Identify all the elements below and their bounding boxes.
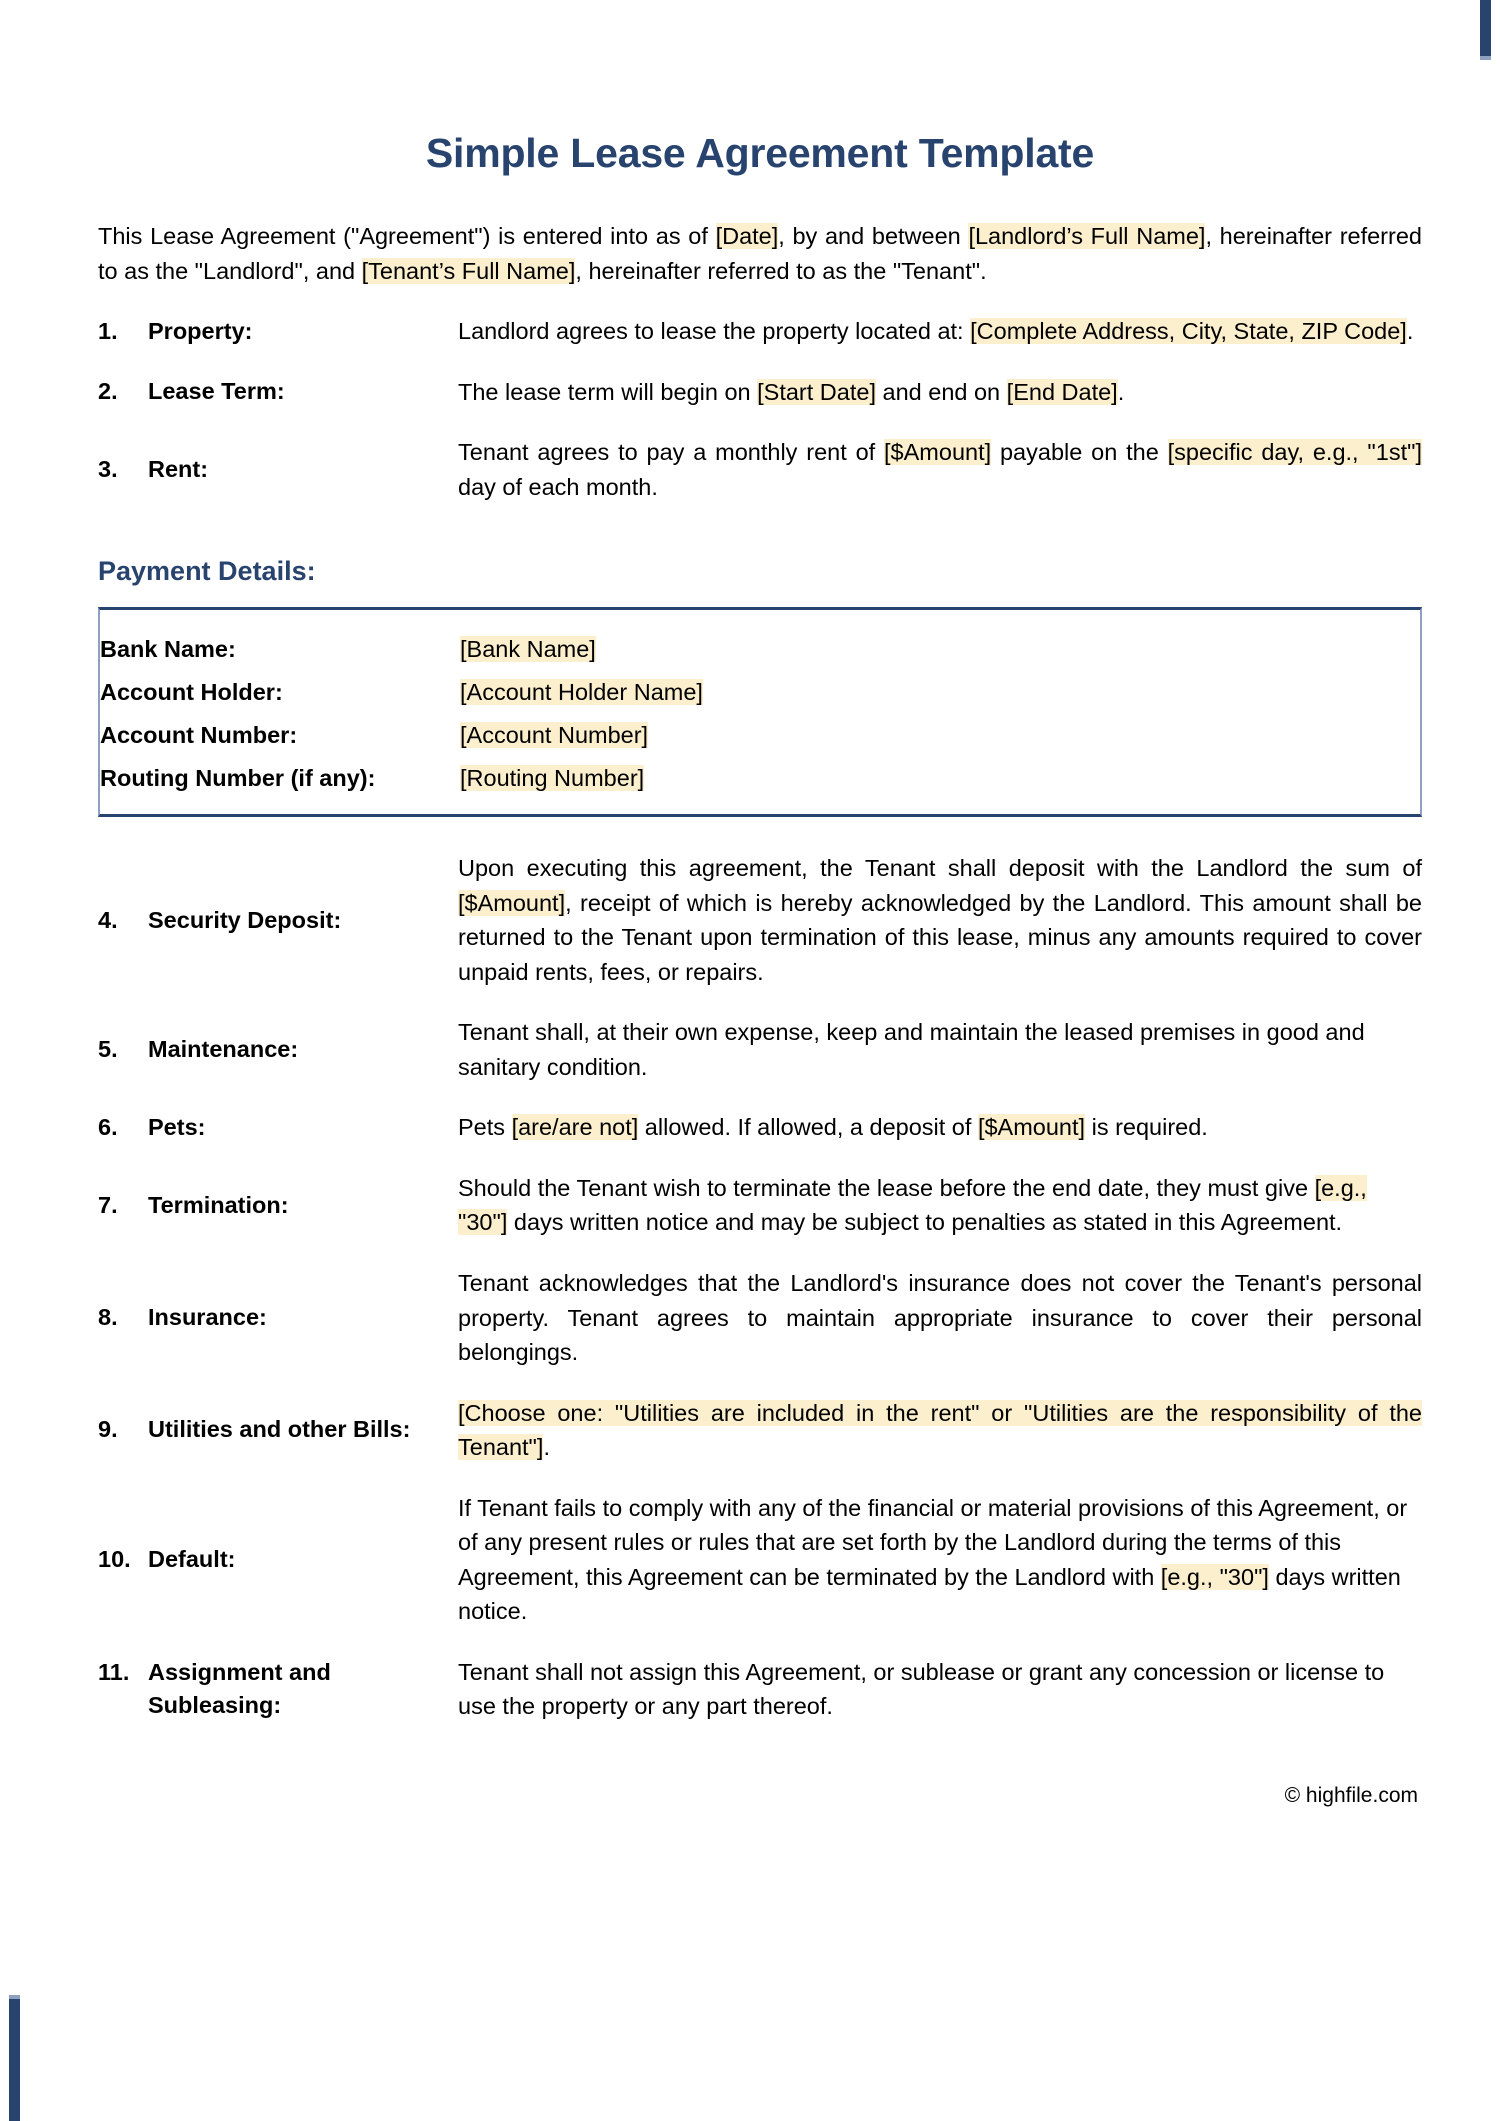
footer-copyright: © highfile.com bbox=[1284, 1783, 1418, 1807]
clause-body-insurance: Tenant acknowledges that the Landlord's insurance does not cover the Tenant's personal property. Tenant agrees to maintain appropriate insurance to cover their personal belongings. bbox=[458, 1269, 1422, 1366]
clause-text: is required. bbox=[1085, 1114, 1208, 1141]
clause-name: Lease Term: bbox=[148, 378, 285, 405]
table-cell-key: Account Holder: bbox=[100, 679, 283, 706]
clause-security-deposit bbox=[98, 851, 1422, 989]
clause-text: Landlord agrees to lease the property located at: bbox=[458, 318, 971, 345]
clause-text: Should the Tenant wish to terminate the lease before the end date, they must give bbox=[458, 1174, 1315, 1201]
table-cell-value bbox=[460, 722, 1420, 749]
clause-text: . bbox=[1117, 378, 1125, 405]
page-title: Simple Lease Agreement Template bbox=[425, 130, 1095, 176]
clause-name: Insurance: bbox=[148, 1304, 267, 1331]
clause-text: If Tenant fails to comply with any of the financial or material provisions of this Agreement, or of any present rules or rules that are set forth by the Landlord during the terms of this Agreement, this Agreement can be terminated by the Landlord with bbox=[458, 1494, 1408, 1590]
table-cell-value bbox=[460, 636, 1420, 663]
placeholder-pet-deposit: [$Amount] bbox=[977, 1114, 1086, 1141]
decorative-bar-bottom-left bbox=[9, 1999, 20, 2121]
placeholder-end-date: [End Date] bbox=[1006, 378, 1118, 405]
clause-label-insurance bbox=[98, 1301, 458, 1334]
clause-body-pets bbox=[458, 1110, 1422, 1145]
clause-pets bbox=[98, 1110, 1422, 1145]
clause-label-property bbox=[98, 315, 458, 348]
clause-text: days written notice and may be subject to penalties as stated in this Agreement. bbox=[507, 1209, 1343, 1236]
clause-default bbox=[98, 1491, 1422, 1629]
placeholder-routing-number: [Routing Number] bbox=[460, 765, 645, 792]
clause-number: 8. bbox=[98, 1304, 118, 1331]
clause-body-rent bbox=[458, 435, 1422, 504]
clause-assignment bbox=[98, 1655, 1422, 1724]
clause-name: Rent: bbox=[148, 455, 209, 482]
clause-number: 11. bbox=[98, 1658, 130, 1685]
placeholder-bank-name: [Bank Name] bbox=[460, 636, 596, 663]
placeholder-rent-amount: [$Amount] bbox=[884, 439, 992, 466]
clause-body-security-deposit bbox=[458, 851, 1422, 989]
clause-insurance bbox=[98, 1266, 1422, 1370]
clause-number: 4. bbox=[98, 906, 118, 933]
placeholder-deposit-amount: [$Amount] bbox=[458, 889, 566, 916]
placeholder-default-notice: [e.g., "30"] bbox=[1160, 1563, 1269, 1590]
clause-name: Maintenance: bbox=[148, 1036, 299, 1063]
table-row bbox=[100, 714, 1420, 757]
clause-label-pets bbox=[98, 1111, 458, 1144]
table-row bbox=[100, 671, 1420, 714]
clause-text: , receipt of which is hereby acknowledged by the Landlord. This amount shall be returned to the Tenant upon termination of this lease, minus any amounts required to cover unpaid rents, fees, or repairs. bbox=[458, 889, 1422, 985]
clause-body-assignment: Tenant shall not assign this Agreement, or sublease or grant any concession or license to use the property or any part thereof. bbox=[458, 1658, 1385, 1720]
clause-maintenance bbox=[98, 1015, 1422, 1084]
clause-property bbox=[98, 314, 1422, 349]
placeholder-pets-allowed: [are/are not] bbox=[511, 1114, 639, 1141]
table-cell-key: Routing Number (if any): bbox=[100, 765, 376, 792]
clause-text: . bbox=[1406, 318, 1414, 345]
table-cell-key: Account Number: bbox=[100, 722, 298, 749]
placeholder-landlord-name: [Landlord’s Full Name] bbox=[968, 223, 1206, 249]
table-cell-value bbox=[460, 765, 1420, 792]
clause-body-property bbox=[458, 314, 1422, 349]
clause-number: 9. bbox=[98, 1416, 118, 1443]
clause-name: Assignment and Subleasing: bbox=[148, 1658, 331, 1719]
decorative-bar-top-right bbox=[1480, 0, 1491, 56]
clause-body-maintenance: Tenant shall, at their own expense, keep and maintain the leased premises in good and sanitary condition. bbox=[458, 1019, 1365, 1080]
clause-name: Utilities and other Bills: bbox=[148, 1416, 411, 1443]
clause-number: 2. bbox=[98, 378, 118, 405]
table-row bbox=[100, 757, 1420, 800]
clause-label-utilities bbox=[98, 1413, 458, 1446]
placeholder-date: [Date] bbox=[715, 223, 779, 249]
placeholder-account-number: [Account Number] bbox=[460, 722, 649, 749]
clause-text: The lease term will begin on bbox=[458, 378, 758, 405]
clause-label-termination bbox=[98, 1189, 458, 1222]
intro-text-part1: This Lease Agreement ("Agreement") is entered into as of bbox=[98, 223, 716, 249]
intro-text-part2: , by and between bbox=[778, 223, 969, 249]
clause-name: Security Deposit: bbox=[148, 906, 342, 933]
clause-label-default bbox=[98, 1543, 458, 1576]
clause-text: and end on bbox=[875, 378, 1007, 405]
placeholder-start-date: [Start Date] bbox=[757, 378, 876, 405]
intro-text-part4: , hereinafter referred to as the "Tenant". bbox=[575, 257, 987, 284]
table-cell-value bbox=[460, 679, 1420, 706]
intro-text-part3: , hereinafter referred to as the "Landlord", and bbox=[98, 223, 1422, 284]
clause-number: 5. bbox=[98, 1036, 118, 1063]
clause-label-rent bbox=[98, 453, 458, 486]
document-content bbox=[98, 0, 1422, 1808]
table-row bbox=[100, 628, 1420, 671]
clause-utilities bbox=[98, 1396, 1422, 1465]
clause-number: 6. bbox=[98, 1113, 118, 1140]
clause-body-lease-term bbox=[458, 375, 1422, 410]
clause-number: 3. bbox=[98, 455, 118, 482]
placeholder-complete-address: [Complete Address, City, State, ZIP Code] bbox=[970, 318, 1407, 345]
clause-text: payable on the bbox=[991, 439, 1168, 466]
clause-text: Upon executing this agreement, the Tenant shall deposit with the Landlord the sum of bbox=[458, 855, 1422, 882]
clause-body-utilities bbox=[458, 1396, 1422, 1465]
placeholder-termination-notice: [e.g., "30"] bbox=[458, 1174, 1367, 1236]
clause-rent bbox=[98, 435, 1422, 504]
clause-name: Pets: bbox=[148, 1113, 206, 1140]
clause-body-default bbox=[458, 1491, 1422, 1629]
clause-label-assignment bbox=[98, 1656, 458, 1723]
table-cell-key: Bank Name: bbox=[100, 636, 236, 663]
placeholder-payment-day: [specific day, e.g., "1st"] bbox=[1167, 439, 1422, 466]
intro-paragraph bbox=[98, 219, 1422, 288]
clause-number: 7. bbox=[98, 1191, 118, 1218]
clause-label-maintenance bbox=[98, 1033, 458, 1066]
clause-text: . bbox=[543, 1434, 550, 1461]
clause-text: Tenant agrees to pay a monthly rent of bbox=[458, 439, 885, 466]
clause-text: days written notice. bbox=[458, 1563, 1401, 1625]
clause-label-lease-term bbox=[98, 375, 458, 408]
clause-text: Pets bbox=[458, 1114, 512, 1141]
clause-name: Termination: bbox=[148, 1191, 289, 1218]
clause-name: Default: bbox=[148, 1546, 236, 1572]
clause-text: day of each month. bbox=[458, 473, 658, 500]
clause-label-security-deposit bbox=[98, 904, 458, 937]
clause-body-termination bbox=[458, 1171, 1422, 1240]
clause-lease-term bbox=[98, 375, 1422, 410]
placeholder-tenant-name: [Tenant’s Full Name] bbox=[361, 257, 576, 284]
clause-termination bbox=[98, 1171, 1422, 1240]
placeholder-utilities-choice: [Choose one: "Utilities are included in the rent" or "Utilities are the responsibility of the Tenant"] bbox=[458, 1399, 1422, 1461]
clause-text: allowed. If allowed, a deposit of bbox=[638, 1114, 978, 1141]
placeholder-account-holder: [Account Holder Name] bbox=[460, 679, 703, 706]
clause-number: 10. bbox=[98, 1546, 131, 1572]
clause-number: 1. bbox=[98, 317, 118, 344]
clause-name: Property: bbox=[148, 317, 253, 344]
payment-details-table bbox=[98, 607, 1422, 817]
payment-details-heading: Payment Details: bbox=[98, 556, 316, 587]
